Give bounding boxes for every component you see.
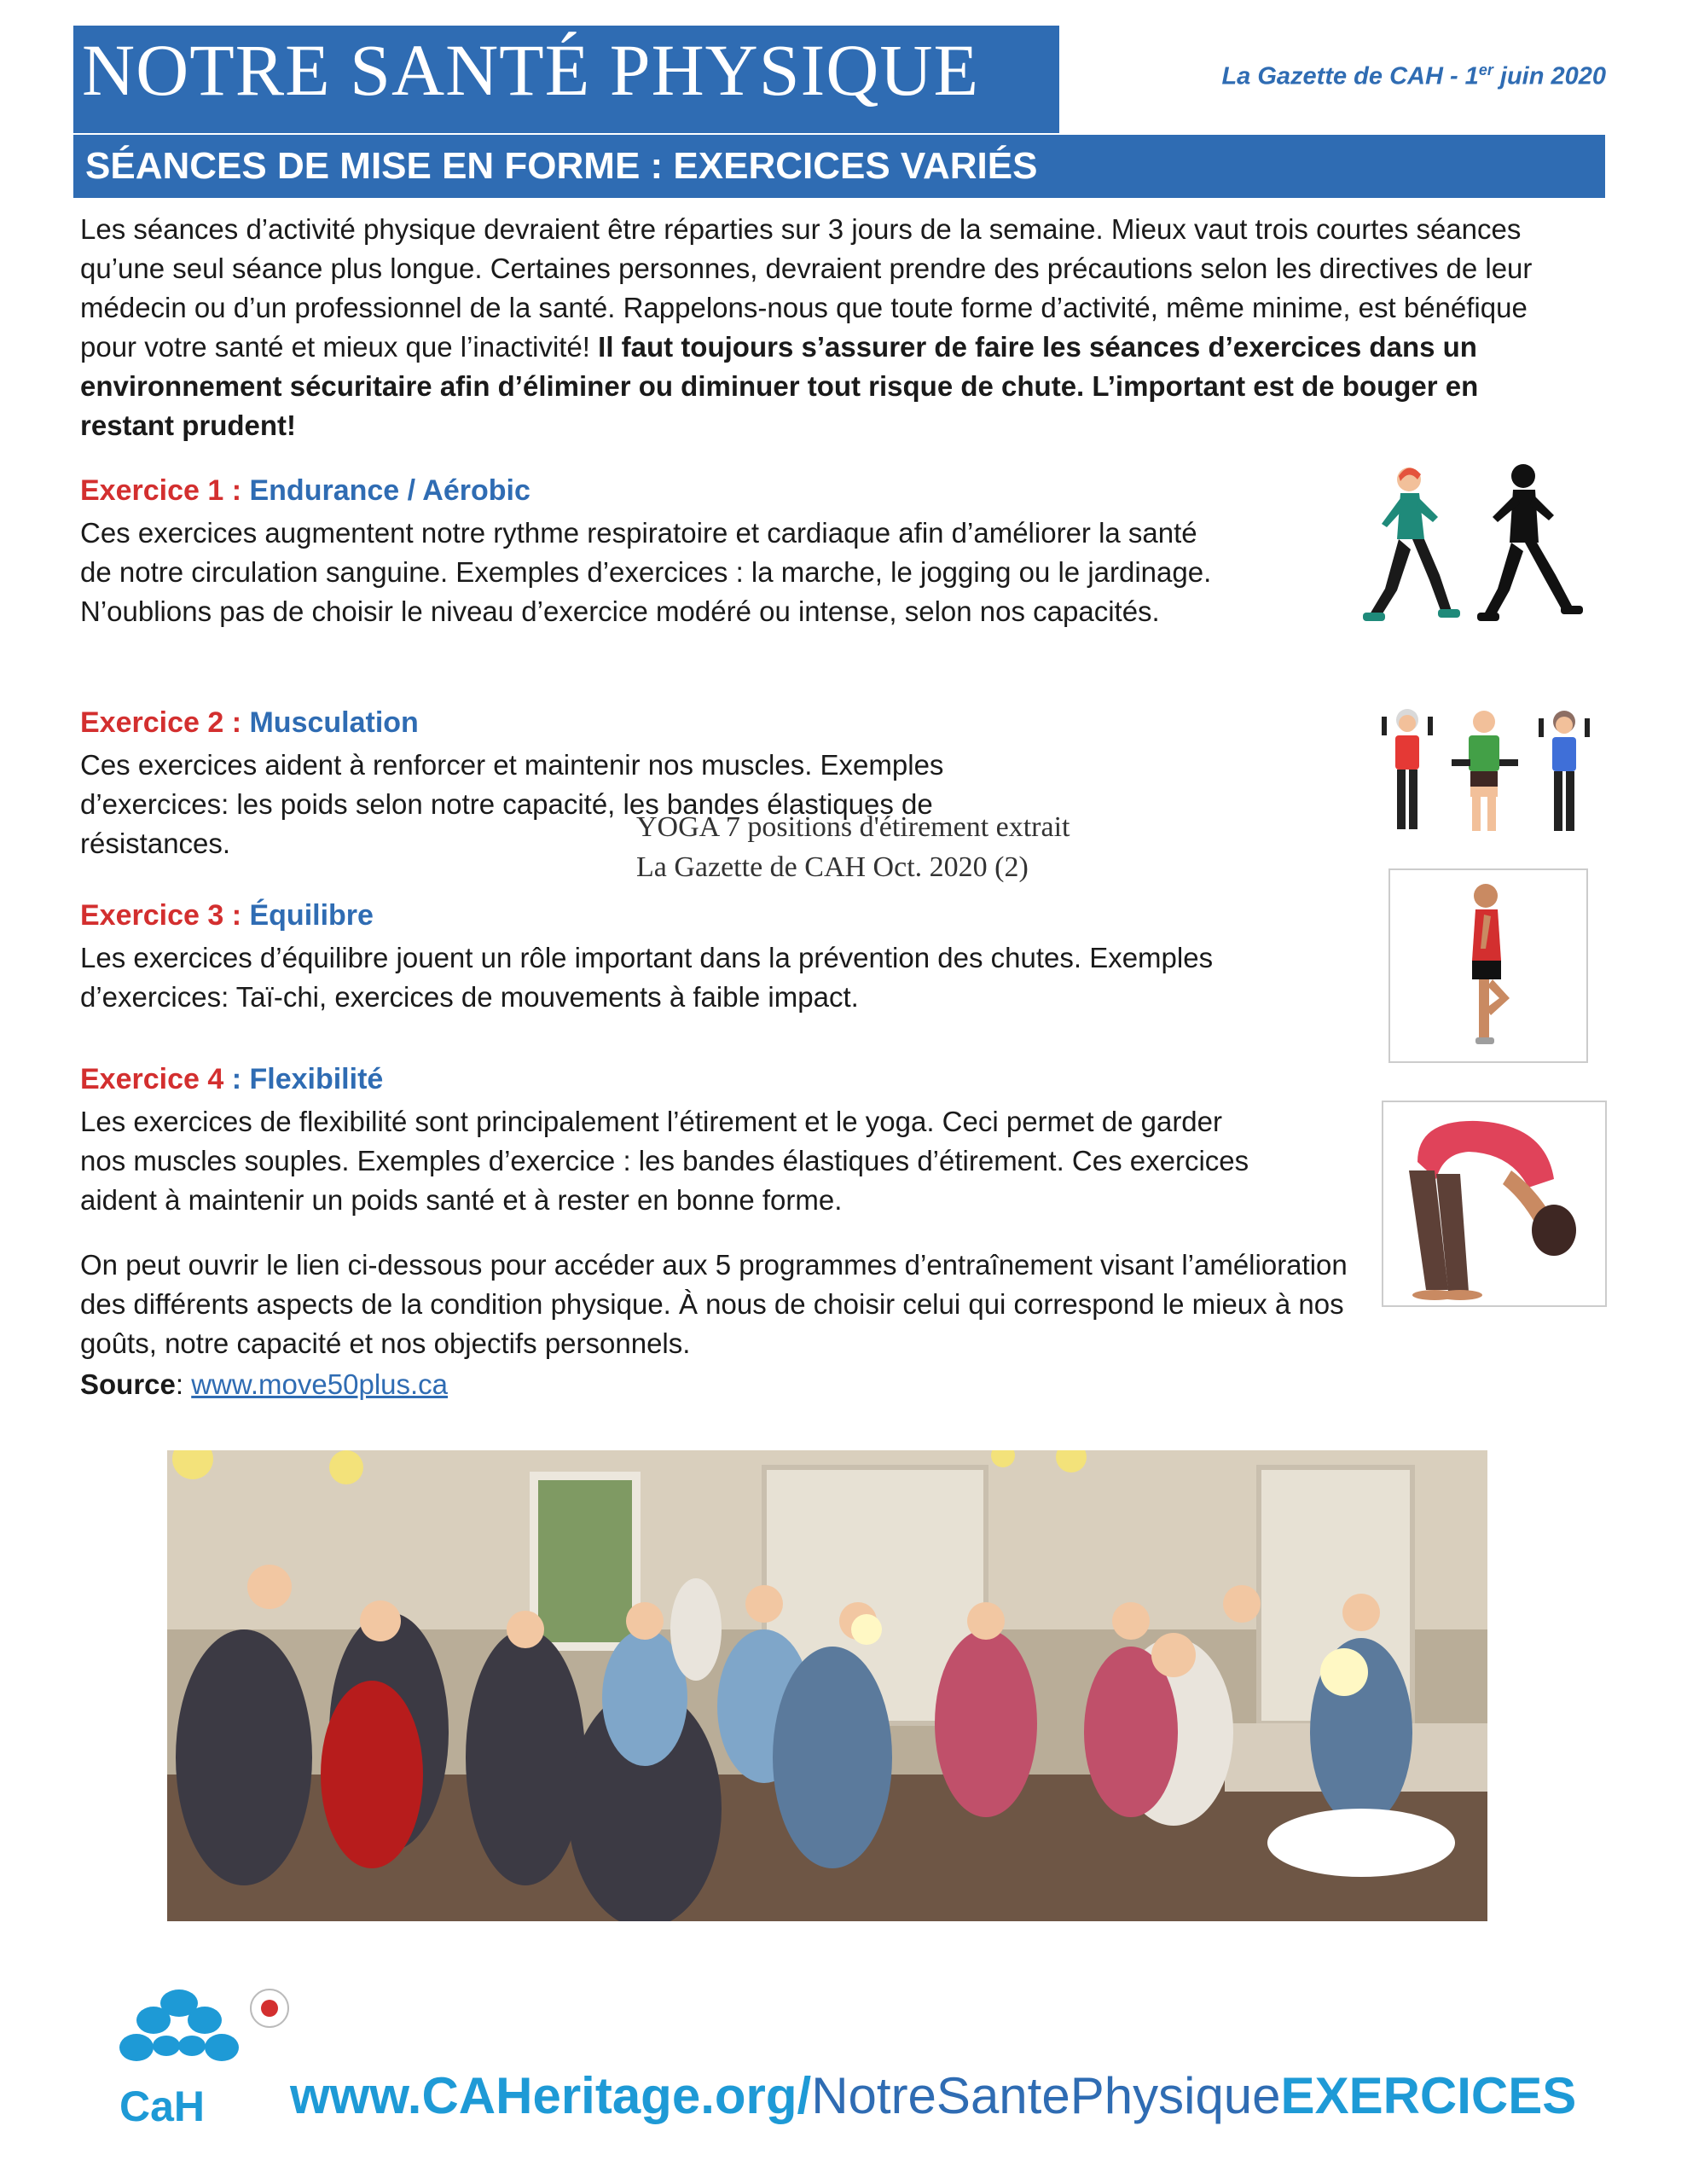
lifter-blue-figure: [1539, 711, 1590, 831]
gazette-date: La Gazette de CAH - 1er juin 2020: [1221, 61, 1606, 90]
exercise-3-text: Les exercices d’équilibre jouent un rôle important dans la prévention des chutes. Exemples d’exercices: Taï-chi, exercices de mouvements à faible impact.: [80, 942, 1214, 1013]
closing-paragraph: On peut ouvrir le lien ci-dessous pour accéder aux 5 programmes d’entraînement visant l’amélioration des différents aspects de la condition physique. À nous de choisir celui qui correspond le mieux à nos goûts, notre capacité et nos objectifs personnels.: [80, 1249, 1348, 1359]
cah-logo-text: CaH: [119, 2082, 206, 2130]
exercise-2-heading: Exercice 2 : Musculation: [80, 706, 419, 739]
exercise-2-text: Ces exercices aident à renforcer et maintenir nos muscles. Exemples d’exercices: les poids selon notre capacité, les bandes élastiques de résistances.: [80, 749, 944, 859]
cah-logo-icon: [102, 1978, 290, 2088]
weights-illustration: [1373, 700, 1603, 853]
overlay-note: YOGA 7 positions d'étirement extrait La Gazette de CAH Oct. 2020 (2): [636, 811, 1070, 883]
balance-illustration-frame: [1388, 868, 1588, 1063]
lifter-red-figure: [1382, 709, 1433, 829]
footer-url[interactable]: www.CAHeritage.org/NotreSantePhysiqueEXERCICES: [290, 2067, 1577, 2124]
exercise-1-text: Ces exercices augmentent notre rythme respiratoire et cardiaque afin d’améliorer la santé de notre circulation sanguine. Exemples d’exercices : la marche, le jogging ou le jardinage. N’oublions pas de choisir le niveau d’exercice modéré ou intense, selon nos capacités.: [80, 517, 1212, 627]
exercise-3-heading: Exercice 3 : Équilibre: [80, 899, 374, 932]
group-exercise-photo: [167, 1450, 1487, 1921]
source-link[interactable]: www.move50plus.ca: [191, 1368, 449, 1400]
stretch-figure: [1383, 1102, 1605, 1305]
lifter-green-figure: [1452, 711, 1518, 831]
source-label: Source: [80, 1368, 176, 1400]
walker-silhouette-figure: [1477, 464, 1583, 621]
source-line: Source: www.move50plus.ca: [80, 1368, 449, 1400]
walker-green-figure: [1363, 468, 1460, 621]
exercise-4-text: Les exercices de flexibilité sont principalement l’étirement et le yoga. Ceci permet de garder nos muscles souples. Exemples d’exercice : les bandes élastiques d’étirement. Ces exercices aident à maintenir un poids santé et à rester en bonne forme.: [80, 1106, 1249, 1216]
balance-figure: [1390, 870, 1586, 1061]
intro-paragraph: Les séances d’activité physique devraient être réparties sur 3 jours de la semaine. Mieux vaut trois courtes séances qu’une seul séance plus longue. Certaines personnes, devraient prendre des précautions selon les directives de leur médecin ou d’un professionnel de la santé. Rappelons-nous que toute forme d’activité, même minime, est bénéfique pour votre santé et mieux que l’inactivité! Il faut toujours s’assurer de faire les séances d’exercices dans un environnement sécuritaire afin d’éliminer ou diminuer tout risque de chute. L’important est de bouger en restant prudent!: [80, 213, 1533, 441]
page-title: NOTRE SANTÉ PHYSIQUE: [82, 29, 979, 111]
exercise-4-heading: Exercice 4 : Flexibilité: [80, 1063, 384, 1095]
exercise-1-heading: Exercice 1 : Endurance / Aérobic: [80, 474, 530, 507]
stretch-illustration-frame: [1382, 1101, 1607, 1307]
section-subtitle: SÉANCES DE MISE EN FORME : EXERCICES VARIÉS: [85, 145, 1038, 187]
photo-scene: [167, 1450, 1487, 1921]
walkers-illustration: [1356, 461, 1595, 631]
